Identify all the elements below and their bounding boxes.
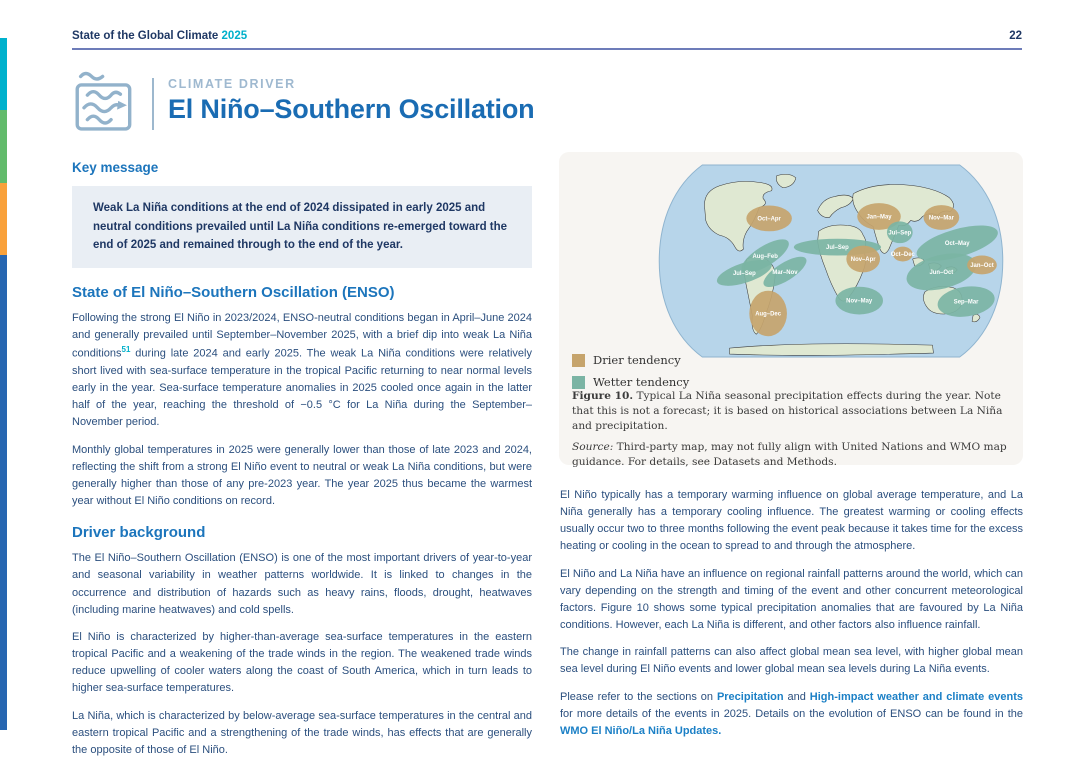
inline-link[interactable]: High-impact weather and climate events — [809, 690, 1023, 703]
figure-number: Figure 10. — [572, 390, 634, 402]
sidebar-accent-segment — [0, 183, 7, 255]
sidebar-accent-segment — [0, 110, 7, 183]
inline-link[interactable]: Precipitation — [716, 690, 784, 703]
map-region-label: Nov–Mar — [928, 215, 954, 222]
page-number: 22 — [1009, 30, 1022, 42]
title-text-group — [168, 77, 534, 125]
map-region-label: Nov–May — [846, 298, 873, 305]
running-title-text: State of the Global Climate — [72, 30, 222, 42]
map-region-label: Oct–Dec — [890, 252, 915, 259]
left-column — [72, 160, 532, 764]
legend-item — [572, 375, 689, 389]
running-title-year: 2025 — [221, 30, 248, 42]
section-heading-driver-background: Driver background — [72, 524, 206, 542]
legend-swatch — [572, 354, 585, 367]
sidebar-accent-segment — [0, 38, 7, 110]
map-region-label: Nov–Apr — [850, 257, 876, 263]
paragraph: El Niño is characterized by higher-than-average sea-surface temperatures in the eastern tropical Pacific and a weakening of the trade winds in the region. The weakened trade winds reduce upwelling of cooler waters along the coast of South America, which in turn leads to higher sea-surface temperatures. — [72, 630, 532, 695]
key-message-text: Weak La Niña conditions at the end of 2024 dissipated in early 2025 and neutral conditions prevailed until La Niña conditions re-emerged toward the end of 2025 and remained through to the end of the year. — [93, 202, 508, 252]
paragraph — [560, 689, 1023, 740]
map-region-label: Jan–May — [866, 214, 892, 221]
chapter-title: El Niño–Southern Oscillation — [168, 94, 535, 124]
enso-wave-icon — [72, 68, 140, 134]
text-run: during late 2024 and early 2025. The weak La Niña conditions were relatively short lived with sea-surface temperature in the tropical Pacific returning to near normal levels early in the year. Sea-surface temperature anomalies in 2025 cooled once again in the latter half of the year, reaching the threshold of −0.5 °C for La Niña during the September–November period. — [72, 347, 532, 429]
figure-source-label: Source: — [572, 441, 614, 454]
chapter-kicker: CLIMATE DRIVER — [168, 77, 296, 91]
legend-item — [572, 353, 689, 367]
map-region-label: Oct–Apr — [757, 216, 781, 223]
sidebar-accent-bar — [0, 38, 7, 730]
map-region-label: Aug–Dec — [755, 311, 782, 318]
paragraph: Monthly global temperatures in 2025 were generally lower than those of late 2023 and 2024, reflecting the shift from a strong El Niño event to neutral or weak La Niña conditions, but were generally higher than those of any pre-2023 year. The year 2025 thus became the warmest year without El Niño conditions on record. — [72, 443, 532, 508]
figure-source — [572, 440, 1009, 470]
legend-swatch — [572, 376, 585, 389]
map-region-label: Mar–Nov — [772, 269, 798, 276]
key-message-heading: Key message — [72, 160, 159, 175]
map-region-label: Jul–Sep — [888, 230, 912, 237]
legend-label: Drier tendency — [593, 353, 681, 367]
right-column — [560, 487, 1023, 750]
text-run: for more details of the events in 2025. Details on the evolution of ENSO can be found in the — [560, 707, 1023, 720]
running-title — [72, 30, 247, 42]
figure-source-body: Third-party map, may not fully align with United Nations and WMO map guidance. For details, see Datasets and Methods. — [572, 441, 1007, 469]
text-run: Please refer to the sections on — [560, 690, 717, 703]
inline-link[interactable]: WMO El Niño/La Niña Updates. — [560, 724, 722, 737]
paragraph — [72, 310, 532, 432]
map-region-label: Sep–Mar — [953, 299, 979, 306]
section-heading-enso-state: State of El Niño–Southern Oscillation (ENSO) — [72, 283, 395, 301]
figure-card — [559, 152, 1023, 469]
figure-caption — [572, 389, 1009, 470]
footnote-reference[interactable]: 51 — [121, 345, 131, 355]
chapter-title-block — [72, 68, 534, 134]
key-message-box — [72, 186, 532, 268]
map-region-label: Aug–Feb — [752, 254, 778, 261]
map-region-label: Jul–Sep — [732, 270, 756, 277]
title-divider — [152, 78, 154, 130]
paragraph: El Niño typically has a temporary warming influence on global average temperature, and La Niña generally has a temporary cooling influence. The greatest warming or cooling effects usually occur two to three months following the event peak because it takes time for the excess heating or cooling in the ocean to spread to and through the atmosphere. — [560, 489, 1023, 553]
sidebar-accent-segment — [0, 255, 7, 730]
text-run: Following the strong El Niño in 2023/2024, ENSO-neutral conditions began in April–June 2024 and generally prevailed until September–November 2025, with a brief dip into weak La Niña conditions — [72, 311, 532, 360]
paragraph: El Niño and La Niña have an influence on regional rainfall patterns around the world, which can vary depending on the strength and timing of the event and other concurrent meteorological factors. Figure 10 shows some typical precipitation anomalies that are favoured by La Niña conditions. However, each La Niña is different, and other factors also influence rainfall. — [560, 567, 1023, 632]
legend-label: Wetter tendency — [593, 375, 690, 389]
figure-caption-text — [572, 389, 1009, 434]
text-run: and — [783, 690, 810, 703]
map-region-label: Jun–Oct — [929, 269, 954, 276]
figure-caption-body: Typical La Niña seasonal precipitation effects during the year. Note that this is not a forecast; it is based on historical associations between La Niña and precipitation. — [572, 390, 1003, 433]
paragraph: The El Niño–Southern Oscillation (ENSO) is one of the most important drivers of year-to-year and seasonal variability in weather patterns worldwide. It is linked to changes in the occurrence and distribution of hazards such as heavy rains, floods, drought, heatwaves (including marine heatwaves) and cold spells. — [72, 552, 532, 616]
map-region-label: Jan–Oct — [970, 262, 994, 269]
map-region-label: Jul–Sep — [826, 245, 849, 252]
page-header — [72, 30, 1022, 42]
la-nina-precipitation-map — [655, 162, 1007, 360]
paragraph: The change in rainfall patterns can also affect global mean sea level, with higher global mean sea level during El Niño events and lower global mean sea levels during La Niña events. — [560, 646, 1023, 676]
map-region-label: Oct–May — [944, 241, 970, 248]
paragraph: La Niña, which is characterized by below-average sea-surface temperatures in the central and eastern tropical Pacific and a strengthening of the trade winds, has effects that are generally the opposite of those of El Niño. — [72, 709, 532, 756]
header-rule — [72, 48, 1022, 50]
